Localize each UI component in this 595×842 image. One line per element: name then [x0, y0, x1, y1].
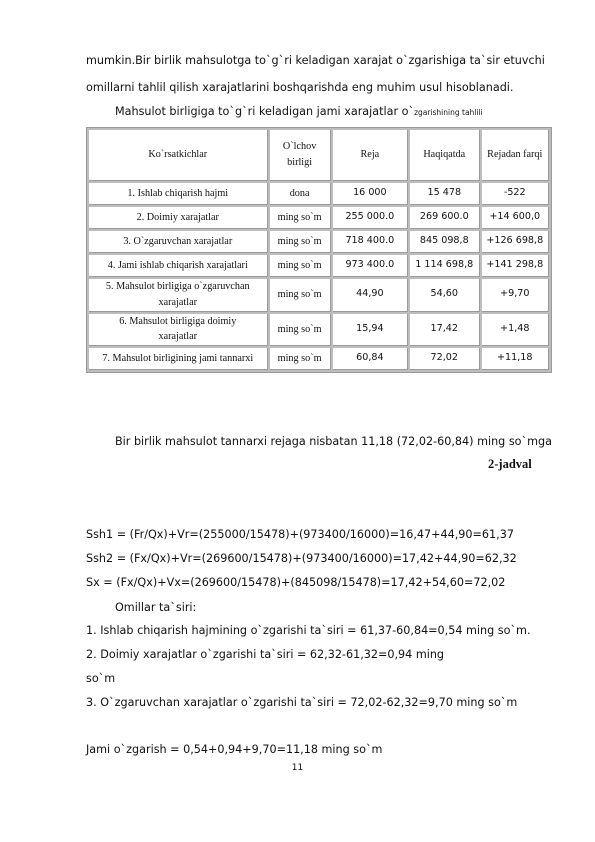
table-cell: 44,90 [333, 279, 408, 312]
table-cell: 845 098,8 [410, 231, 479, 253]
table-cell: 1 114 698,8 [410, 255, 479, 277]
factors-title: Omillar ta`siri: [115, 601, 197, 614]
table-cell: +126 698,8 [482, 231, 549, 253]
table-cell: ming so`m [270, 348, 331, 370]
table-cell: 718 400.0 [333, 231, 408, 253]
table-cell: 7. Mahsulot birligining jami tannarxi [89, 348, 268, 370]
table-cell: 60,84 [333, 348, 408, 370]
table-caption-main: Mahsulot birligiga to`g`ri keladigan jami xarajatlar o` [115, 105, 415, 118]
table-caption-small: zgarishining tahlili [414, 108, 483, 117]
table-cell: 6. Mahsulot birligiga doimiy xarajatlar [89, 314, 268, 347]
table-cell: dona [270, 183, 331, 205]
factor-line: 3. O`zgaruvchan xarajatlar o`zgarishi ta`siri = 72,02-62,32=9,70 ming so`m [86, 696, 518, 709]
table-cell: ming so`m [270, 314, 331, 347]
table-row [89, 348, 549, 370]
factor-line: 1. Ishlab chiqarish hajmining o`zgarishi ta`siri = 61,37-60,84=0,54 ming so`m. [86, 624, 531, 637]
table-cell: 15 478 [410, 183, 479, 205]
table-cell: +141 298,8 [482, 255, 549, 277]
table-header-cell: Haqiqatda [410, 130, 479, 181]
table-cell: 54,60 [410, 279, 479, 312]
table-row [89, 183, 549, 205]
table-header-cell: Ko`rsatkichlar [89, 130, 268, 181]
table-row [89, 231, 549, 253]
table-header-row [89, 130, 549, 181]
table-label: 2-jadval [488, 457, 532, 471]
total-line: Jami o`zgarish = 0,54+0,94+9,70=11,18 ming so`m [86, 743, 383, 756]
page-number: 11 [291, 763, 304, 773]
table-row [89, 314, 549, 347]
table-cell: +9,70 [482, 279, 549, 312]
table-header-cell: Reja [333, 130, 408, 181]
paragraph-line: Bir birlik mahsulot tannarxi rejaga nisbatan 11,18 (72,02-60,84) ming so`mga [115, 435, 552, 448]
table-cell: ming so`m [270, 279, 331, 312]
table-cell: ming so`m [270, 207, 331, 229]
formula-line: Sx = (Fx/Qx)+Vx=(269600/15478)+(845098/15478)=17,42+54,60=72,02 [86, 576, 506, 589]
paragraph-line: mumkin.Bir birlik mahsulotga to`g`ri keladigan xarajat o`zgarishiga ta`sir etuvchi [86, 54, 545, 67]
table-row [89, 207, 549, 229]
table-cell: ming so`m [270, 231, 331, 253]
formula-line: Ssh2 = (Fx/Qx)+Vr=(269600/15478)+(973400/16000)=17,42+44,90=62,32 [86, 552, 517, 565]
table-cell: 2. Doimiy xarajatlar [89, 207, 268, 229]
table-cell: +1,48 [482, 314, 549, 347]
table-cell: 17,42 [410, 314, 479, 347]
table-caption [115, 104, 483, 119]
table-cell: 72,02 [410, 348, 479, 370]
table-cell: 973 400.0 [333, 255, 408, 277]
table-cell: 16 000 [333, 183, 408, 205]
table-cell: 255 000.0 [333, 207, 408, 229]
table-cell: 4. Jami ishlab chiqarish xarajatlari [89, 255, 268, 277]
table-cell: +14 600,0 [482, 207, 549, 229]
factor-line: 2. Doimiy xarajatlar o`zgarishi ta`siri = 62,32-61,32=0,94 ming [86, 648, 445, 661]
table-cell: ming so`m [270, 255, 331, 277]
table-cell: +11,18 [482, 348, 549, 370]
table-cell: 3. O`zgaruvchan xarajatlar [89, 231, 268, 253]
table-cell: 5. Mahsulot birligiga o`zgaruvchan xarajatlar [89, 279, 268, 312]
table-cell: 15,94 [333, 314, 408, 347]
paragraph-line: omillarni tahlil qilish xarajatlarini boshqarishda eng muhim usul hisoblanadi. [86, 81, 514, 94]
table-cell: 269 600.0 [410, 207, 479, 229]
formula-line: Ssh1 = (Fr/Qx)+Vr=(255000/15478)+(973400/16000)=16,47+44,90=61,37 [86, 528, 514, 541]
data-table [86, 127, 552, 373]
table-cell: 1. Ishlab chiqarish hajmi [89, 183, 268, 205]
table-header-cell: O`lchov birligi [270, 130, 331, 181]
table-header-cell: Rejadan farqi [482, 130, 549, 181]
table-cell: -522 [482, 183, 549, 205]
table-row [89, 279, 549, 312]
factor-line: so`m [86, 672, 116, 685]
table-row [89, 255, 549, 277]
